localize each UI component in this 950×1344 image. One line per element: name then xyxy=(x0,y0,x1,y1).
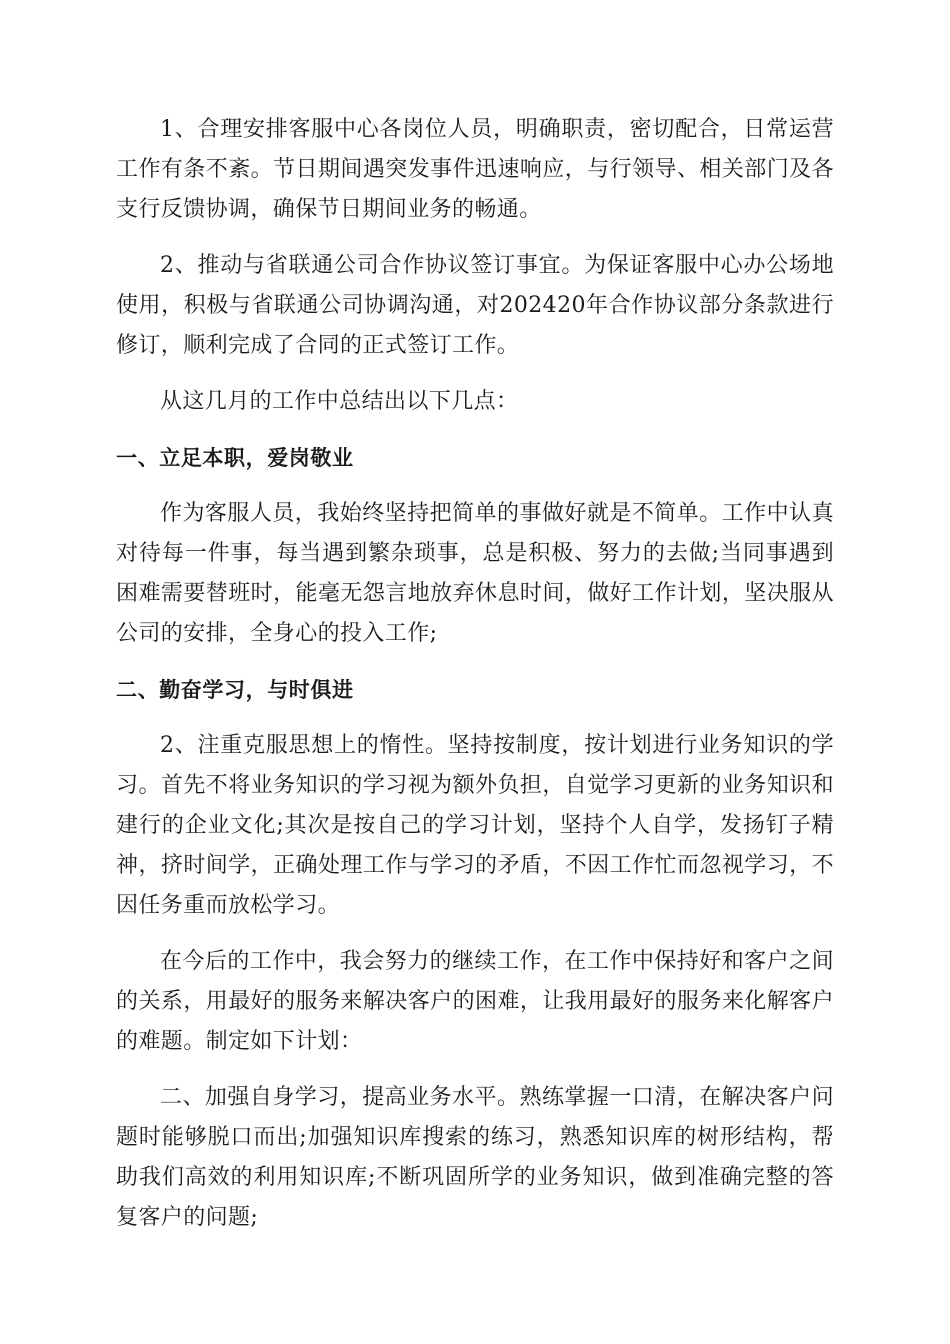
section-heading: 二、勤奋学习，与时俱进 xyxy=(116,678,354,702)
section-heading: 一、立足本职，爱岗敬业 xyxy=(116,446,354,470)
paragraph: 从这几月的工作中总结出以下几点： xyxy=(160,389,519,414)
paragraph: 二、加强自身学习，提高业务水平。熟练掌握一口清，在解决客户问题时能够脱口而出;加强知识库搜索的练习，熟悉知识库的树形结构，帮助我们高效的利用知识库;不断巩固所学的业务知识，做到准确完整的答复客户的问题; xyxy=(116,1085,834,1230)
paragraph: 2、推动与省联通公司合作协议签订事宜。为保证客服中心办公场地使用，积极与省联通公司协调沟通，对202420年合作协议部分条款进行修订，顺利完成了合同的正式签订工作。 xyxy=(116,253,834,358)
document-page xyxy=(116,110,834,1254)
paragraph: 1、合理安排客服中心各岗位人员，明确职责，密切配合，日常运营工作有条不紊。节日期间遇突发事件迅速响应，与行领导、相关部门及各支行反馈协调，确保节日期间业务的畅通。 xyxy=(116,117,834,222)
paragraph: 2、注重克服思想上的惰性。坚持按制度，按计划进行业务知识的学习。首先不将业务知识的学习视为额外负担，自觉学习更新的业务知识和建行的企业文化;其次是按自己的学习计划，坚持个人自学，发扬钉子精神，挤时间学，正确处理工作与学习的矛盾，不因工作忙而忽视学习，不因任务重而放松学习。 xyxy=(116,733,834,918)
paragraph: 在今后的工作中，我会努力的继续工作，在工作中保持好和客户之间的关系，用最好的服务来解决客户的困难，让我用最好的服务来化解客户的难题。制定如下计划： xyxy=(116,949,834,1054)
paragraph: 作为客服人员，我始终坚持把简单的事做好就是不简单。工作中认真对待每一件事，每当遇到繁杂琐事，总是积极、努力的去做;当同事遇到困难需要替班时，能毫无怨言地放弃休息时间，做好工作计划，坚决服从公司的安排，全身心的投入工作; xyxy=(116,501,834,646)
